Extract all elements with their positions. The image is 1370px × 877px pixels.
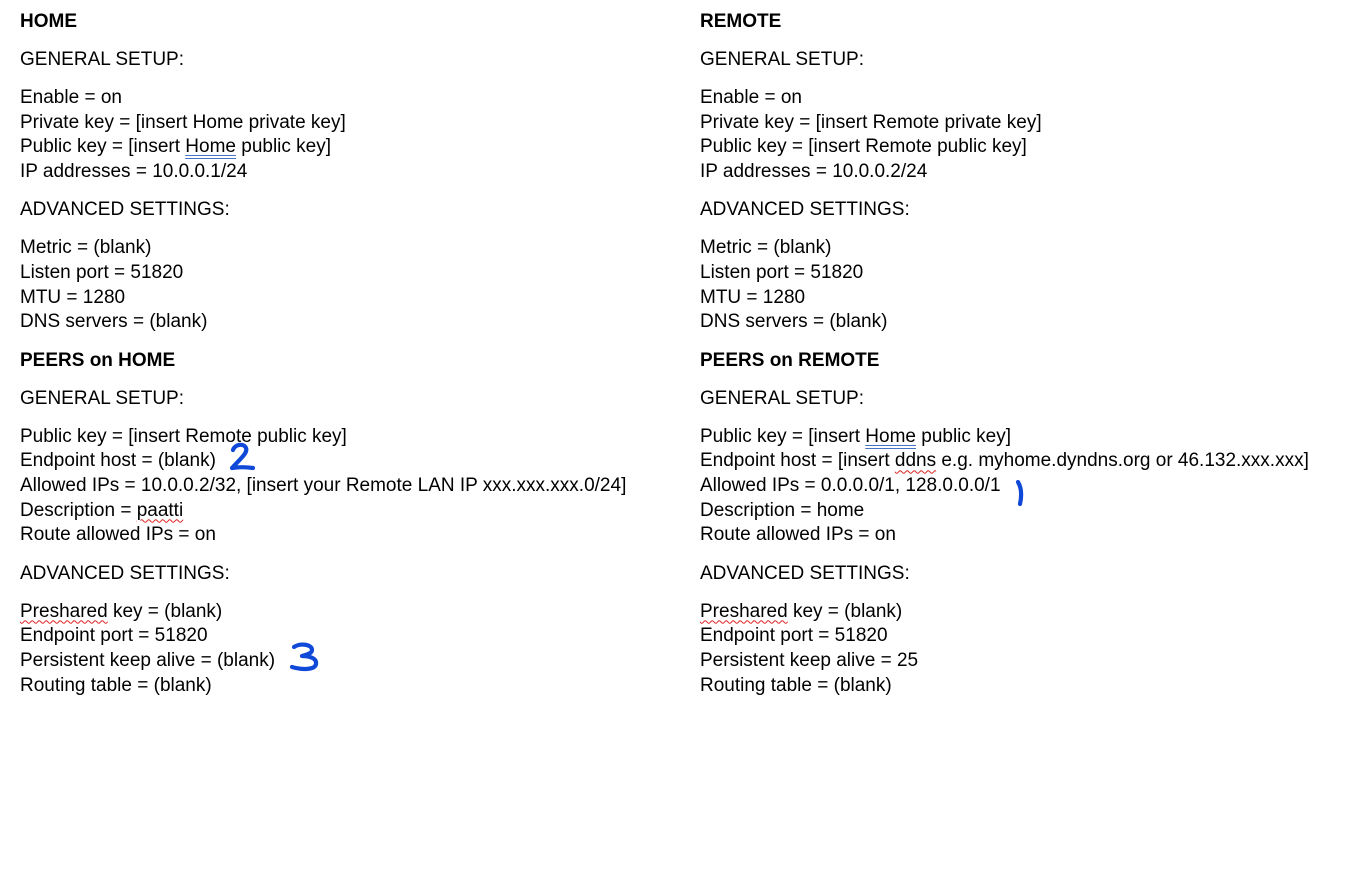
peers-home-route-allowed: Route allowed IPs = on — [20, 524, 216, 546]
home-column — [20, 10, 680, 712]
remote-general-heading: GENERAL SETUP: — [700, 49, 865, 70]
peers-remote-endpoint-word: ddns — [894, 450, 937, 472]
remote-private-key: Private key = [insert Remote private key] — [700, 111, 1042, 133]
home-title: HOME — [20, 11, 77, 32]
home-advanced-heading: ADVANCED SETTINGS: — [20, 199, 230, 221]
remote-dns: DNS servers = (blank) — [700, 311, 888, 333]
home-dns: DNS servers = (blank) — [20, 311, 208, 333]
peers-remote-title: PEERS on REMOTE — [700, 349, 880, 371]
peers-home-public-key: Public key = [insert Remote public key] — [20, 425, 347, 447]
home-advanced-block — [20, 236, 680, 334]
remote-public-key: Public key = [insert Remote public key] — [700, 136, 1027, 158]
peers-home-description-word: paatti — [136, 499, 184, 521]
remote-title: REMOTE — [700, 11, 782, 32]
home-mtu: MTU = 1280 — [20, 286, 126, 308]
peers-home-advanced-block — [20, 600, 680, 698]
peers-home-keepalive: Persistent keep alive = (blank) — [20, 649, 276, 671]
peers-remote-endpoint-port: Endpoint port = 51820 — [700, 625, 888, 647]
peers-remote-advanced-heading: ADVANCED SETTINGS: — [700, 562, 910, 584]
peers-home-general-heading: GENERAL SETUP: — [20, 387, 185, 409]
peers-home-endpoint-port: Endpoint port = 51820 — [20, 625, 208, 647]
remote-advanced-block — [700, 236, 1360, 334]
peers-remote-public-key-prefix: Public key = [insert — [700, 425, 866, 447]
peers-home-advanced-heading: ADVANCED SETTINGS: — [20, 562, 230, 584]
remote-listen-port: Listen port = 51820 — [700, 261, 864, 283]
home-listen-port: Listen port = 51820 — [20, 261, 184, 283]
peers-remote-advanced-block — [700, 600, 1360, 698]
peers-home-description-prefix: Description = — [20, 499, 137, 521]
home-public-key-suffix: public key] — [235, 136, 332, 158]
home-public-key-prefix: Public key = [insert — [20, 136, 186, 158]
peers-home-description — [20, 499, 680, 524]
peers-remote-endpoint-prefix: Endpoint host = [insert — [700, 450, 895, 472]
peers-remote-public-key — [700, 425, 1360, 450]
peers-remote-preshared-word: Preshared — [700, 600, 788, 622]
peers-remote-endpoint-host — [700, 449, 1360, 474]
home-public-key — [20, 135, 680, 160]
peers-home-endpoint-host: Endpoint host = (blank) — [20, 450, 216, 472]
remote-advanced-heading: ADVANCED SETTINGS: — [700, 199, 910, 221]
home-metric: Metric = (blank) — [20, 237, 152, 259]
peers-remote-preshared — [700, 600, 1360, 625]
peers-home-routing-table: Routing table = (blank) — [20, 674, 212, 696]
home-ip-addresses: IP addresses = 10.0.0.1/24 — [20, 160, 248, 182]
peers-remote-public-key-suffix: public key] — [915, 425, 1012, 447]
peers-remote-description: Description = home — [700, 499, 865, 521]
peers-remote-endpoint-suffix: e.g. myhome.dyndns.org or 46.132.xxx.xxx] — [936, 450, 1309, 472]
peers-remote-public-key-word: Home — [865, 425, 916, 447]
home-general-heading: GENERAL SETUP: — [20, 49, 185, 70]
home-enable: Enable = on — [20, 87, 122, 108]
peers-home-preshared-suffix: key = (blank) — [107, 600, 223, 622]
peers-home-title: PEERS on HOME — [20, 349, 176, 371]
peers-remote-allowed-ips: Allowed IPs = 0.0.0.0/1, 128.0.0.0/1 — [700, 474, 1001, 496]
remote-column — [700, 10, 1360, 712]
peers-remote-general-block — [700, 425, 1360, 548]
peers-remote-preshared-suffix: key = (blank) — [787, 600, 903, 622]
remote-metric: Metric = (blank) — [700, 237, 832, 259]
home-private-key: Private key = [insert Home private key] — [20, 111, 346, 133]
home-public-key-word: Home — [185, 136, 236, 158]
peers-home-allowed-ips: Allowed IPs = 10.0.0.2/32, [insert your Remote LAN IP xxx.xxx.xxx.0/24] — [20, 474, 627, 496]
peers-home-general-block — [20, 425, 680, 548]
home-general-block — [20, 86, 680, 184]
remote-mtu: MTU = 1280 — [700, 286, 806, 308]
peers-home-preshared — [20, 600, 680, 625]
peers-remote-keepalive: Persistent keep alive = 25 — [700, 649, 919, 671]
remote-enable: Enable = on — [700, 87, 802, 108]
peers-remote-route-allowed: Route allowed IPs = on — [700, 524, 896, 546]
peers-remote-routing-table: Routing table = (blank) — [700, 674, 892, 696]
peers-remote-general-heading: GENERAL SETUP: — [700, 387, 865, 409]
remote-general-block — [700, 86, 1360, 184]
remote-ip-addresses: IP addresses = 10.0.0.2/24 — [700, 160, 928, 182]
peers-home-preshared-word: Preshared — [20, 600, 108, 622]
